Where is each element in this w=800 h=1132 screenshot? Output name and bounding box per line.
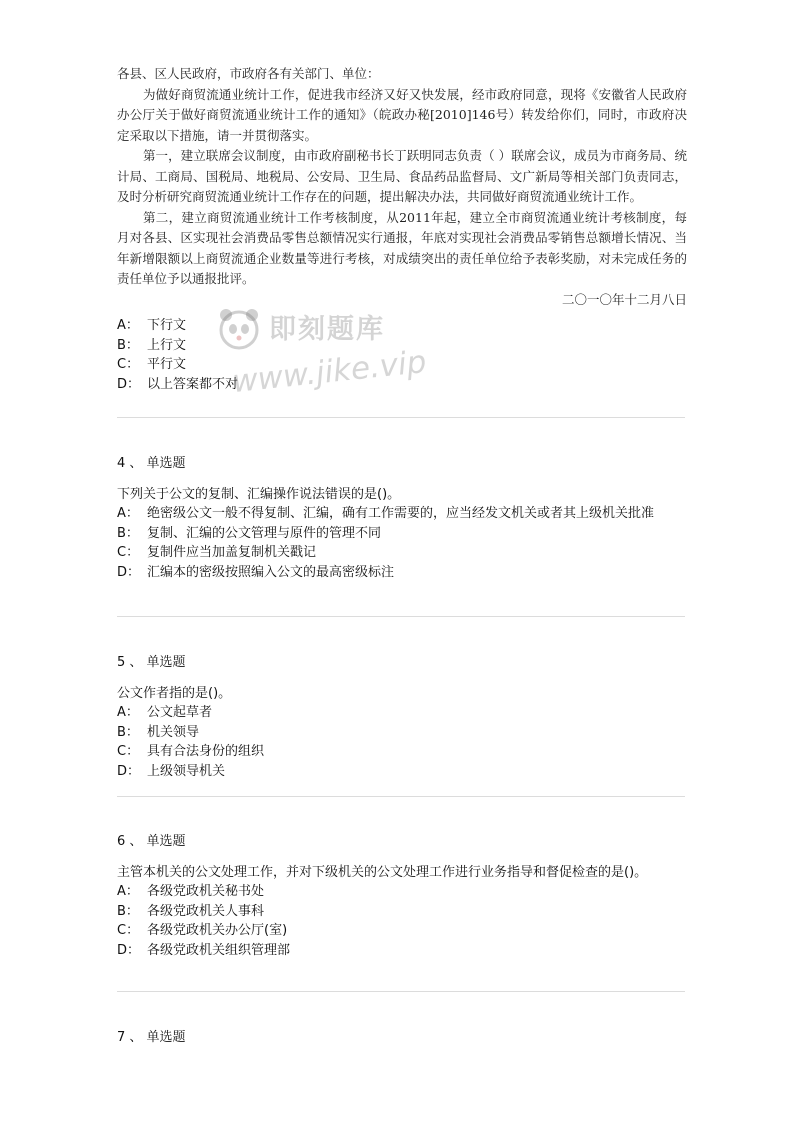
option-a[interactable]: A： 下行文 — [117, 318, 187, 333]
question-6 — [117, 832, 685, 960]
option-b[interactable]: B： 各级党政机关人事科 — [117, 903, 265, 919]
question-number: 6 、 单选题 — [117, 834, 186, 849]
divider — [117, 796, 685, 797]
notice-paragraph-2: 第一，建立联席会议制度，由市政府副秘书长丁跃明同志负责（ ）联席会议，成员为市商务局、统计局、工商局、国税局、地税局、公安局、卫生局、食品药品监督局、文广新局等相关部门负责同志，及时分析研究商贸流通业统计工作存在的问题，提出解决办法，共同做好商贸流通业统计工作。 — [117, 148, 687, 204]
question-number: 4 、 单选题 — [117, 456, 186, 471]
question-stem: 主管本机关的公文处理工作，并对下级机关的公文处理工作进行业务指导和督促检查的是()。 — [117, 864, 648, 880]
option-b[interactable]: B： 复制、汇编的公文管理与原件的管理不同 — [117, 525, 382, 541]
option-c[interactable]: C： 各级党政机关办公厅(室) — [117, 923, 288, 938]
notice-salutation: 各县、区人民政府，市政府各有关部门、单位： — [117, 66, 380, 81]
notice-date: 二〇一〇年十二月八日 — [561, 291, 687, 307]
option-b[interactable]: B： 机关领导 — [117, 724, 200, 740]
question-number: 5 、 单选题 — [117, 655, 186, 670]
option-a[interactable]: A： 各级党政机关秘书处 — [117, 884, 265, 899]
option-c[interactable]: C： 复制件应当加盖复制机关戳记 — [117, 545, 317, 560]
option-c[interactable]: C： 具有合法身份的组织 — [117, 744, 265, 759]
option-d[interactable]: D： 汇编本的密级按照编入公文的最高密级标注 — [117, 564, 395, 580]
watermark-name: 即刻题库 — [269, 314, 385, 345]
divider — [117, 417, 685, 418]
question-3-options — [117, 316, 238, 394]
question-stem: 下列关于公文的复制、汇编操作说法错误的是()。 — [117, 486, 401, 502]
option-c[interactable]: C： 平行文 — [117, 357, 187, 372]
notice-paragraph-1: 为做好商贸流通业统计工作，促进我市经济又好又快发展，经市政府同意，现将《安徽省人民政府办公厅关于做好商贸流通业统计工作的通知》（皖政办秘[2010]146号）转发给你们，同时，市政府决定采取以下措施，请一并贯彻落实。 — [117, 86, 687, 143]
option-d[interactable]: D： 以上答案都不对 — [117, 376, 239, 392]
watermark — [212, 302, 442, 422]
watermark-url: www.jike.vip — [230, 343, 429, 401]
option-d[interactable]: D： 各级党政机关组织管理部 — [117, 942, 291, 958]
question-5 — [117, 653, 685, 781]
question-number: 7 、 单选题 — [117, 1030, 186, 1045]
option-a[interactable]: A： 绝密级公文一般不得复制、汇编，确有工作需要的，应当经发文机关或者其上级机关批准 — [117, 506, 655, 521]
divider — [117, 991, 685, 992]
scanned-notice — [117, 64, 687, 310]
question-4 — [117, 454, 685, 582]
option-b[interactable]: B： 上行文 — [117, 337, 187, 353]
option-d[interactable]: D： 上级领导机关 — [117, 763, 226, 779]
option-a[interactable]: A： 公文起草者 — [117, 705, 213, 720]
question-stem: 公文作者指的是()。 — [117, 685, 232, 701]
divider — [117, 616, 685, 617]
question-7 — [117, 1028, 685, 1059]
notice-paragraph-3: 第二，建立商贸流通业统计工作考核制度，从2011年起，建立全市商贸流通业统计考核制度，每月对各县、区实现社会消费品零售总额情况实行通报，年底对实现社会消费品零销售总额增长情况、当年新增限额以上商贸流通企业数量等进行考核，对成绩突出的责任单位给予表彰奖励，对未完成任务的责任单位予以通报批评。 — [117, 209, 687, 286]
